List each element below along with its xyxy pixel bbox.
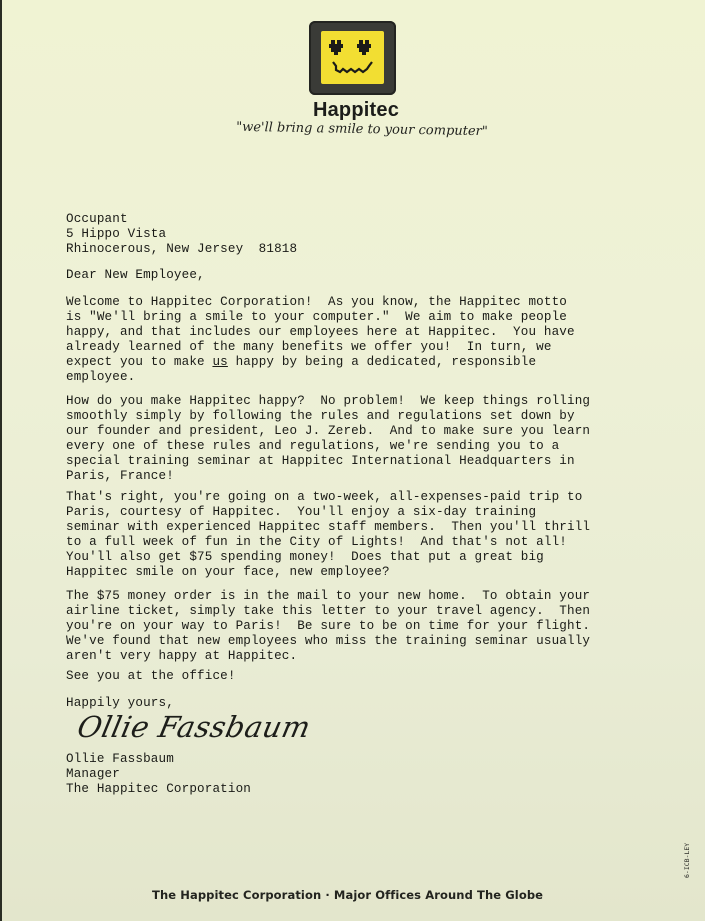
signer-company: The Happitec Corporation (66, 782, 251, 796)
address-city: Rhinocerous, New Jersey 81818 (66, 242, 298, 256)
company-tagline: "we'll bring a smile to your computer" (236, 119, 488, 140)
company-name: Happitec (312, 99, 400, 121)
smiling-computer-icon (321, 31, 384, 84)
handwritten-signature: Ollie Fassbaum (74, 710, 314, 744)
closing-line: See you at the office! (66, 669, 236, 683)
paragraph-welcome-end: happy by being a dedicated, responsible employee. (66, 355, 537, 384)
paragraph-welcome-text: Welcome to Happitec Corporation! As you know, the Happitec motto is "We'll bring a smile to your computer." We aim to make people happy, and that includes our employees here at Happitec. You have already learned of the many benefits we offer you! In turn, we expect you to make (66, 295, 575, 369)
signer-title: Manager (66, 767, 120, 781)
recipient-address (66, 212, 297, 257)
paragraph-training: How do you make Happitec happy? No problem! We keep things rolling smoothly simply by following the rules and regulations set down by our founder and president, Leo J. Zereb. And to make sure you learn every one of these rules and regulations, we're sending you to a special training seminar at Happitec International Headquarters in Paris, France! (66, 394, 591, 483)
paragraph-welcome (66, 295, 575, 385)
letter-page (2, 0, 705, 921)
form-code: 6-ICB-LEY (683, 842, 691, 878)
paragraph-trip: That's right, you're going on a two-week, all-expenses-paid trip to Paris, courtesy of Happitec. You'll enjoy a six-day training seminar with experienced Happitec staff members. Then you'll thrill to a full week of fun in the City of Lights! And that's not all! You'll also get $75 spending money! Does that put a great big Happitec smile on your face, new employee? (66, 490, 591, 579)
signoff: Happily yours, (66, 696, 174, 710)
address-street: 5 Hippo Vista (66, 227, 167, 241)
letter-footer: The Happitec Corporation · Major Offices Around The Globe (152, 888, 544, 902)
paragraph-money-order: The $75 money order is in the mail to your new home. To obtain your airline ticket, simply take this letter to your travel agency. Then you're on your way to Paris! Be sure to be on time for your flight. We've found that new employees who miss the training seminar usually aren't very happy at Happitec. (66, 589, 591, 663)
happitec-logo-icon (309, 21, 396, 95)
emphasis-us: us (212, 355, 228, 369)
signer-name: Ollie Fassbaum (66, 752, 174, 766)
address-name: Occupant (66, 212, 128, 226)
salutation: Dear New Employee, (66, 268, 205, 282)
signer-block (66, 752, 251, 797)
